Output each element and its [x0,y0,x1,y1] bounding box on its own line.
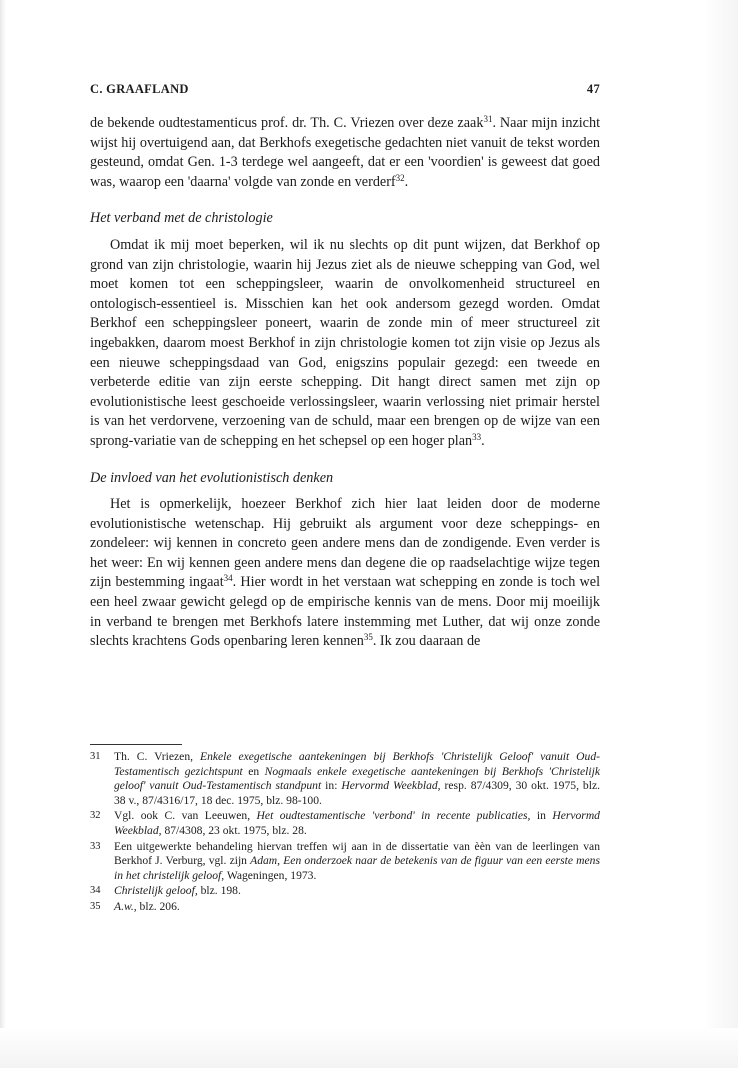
footnote-text [114,750,600,808]
paragraph-text: . Hier wordt in het verstaan wat schepping en zonde is toch wel een heel zwaar gewicht gelegd op de empirische kennis van de mens. Door mij moeilijk in verband te brengen met Berkhofs latere instemming met Luther, dat wij onze zonde slechts krachtens Gods openbaring leren kennen [90,574,601,650]
paragraph-text: Omdat ik mij moet beperken, wil ik nu slechts op dit punt wijzen, dat Berkhof op grond van zijn christologie, waarin hij Jezus ziet als de nieuwe schepping van God, wel moet komen tot een scheppingsleer, waarin de onvolkomenheid structureel en ontologisch-essentieel is. Misschien kan het ook andersom gezegd worden. Omdat Berkhof een scheppingsleer poneert, waarin de zonde min of meer structureel zit ingebakken, daarom moest Berkhof in zijn christologie komen tot zijn visie op Jezus als een nieuwe scheppingsdaad van God, enigszins populair gezegd: een tweede en verbeterde editie van zijn eerste schepping. Dit hangt direct samen met zijn op evolutionistische leest geschoeide verlossingsleer, waarin verlossing niet primair herstel is van het verdorvene, verzoening van de schuld, maar een brengen op de wijze van een sprong-variatie van de schepping en het schepsel op een hoger plan [90,236,600,449]
footnote-part: blz. 206. [136,899,180,913]
footnote-title: Hervormd Weekblad, [114,809,600,837]
footnote-title: Enkele exegetische aantekeningen bij Berkhofs 'Christelijk Geloof' vanuit Oud-Testamentisch gezichtspunt [114,750,600,778]
footnote-ref-32[interactable]: 32 [395,172,405,183]
page-edge-bottom [0,1028,738,1068]
page-number: 47 [586,82,600,96]
footnote-number: 32 [90,810,101,822]
page-edge-right [704,0,738,1068]
footnote-text [114,840,600,884]
footnote-part: en [242,764,265,778]
paragraph-end: . Ik zou daaraan de [372,633,481,650]
footnote-number: 31 [90,751,101,762]
footnote-text [114,900,600,915]
footnote-part: in [530,809,553,823]
footnote-rule [90,744,182,745]
footnote-part: Wageningen, 1973. [224,868,317,882]
footnote-number: 34 [90,885,101,897]
footnote-35 [90,900,600,915]
paragraph-3 [90,495,600,652]
footnote-33 [90,840,600,884]
footnote-text [114,809,600,838]
section-heading-christologie: Het verband met de christologie [90,210,273,227]
footnote-part: Vgl. ook C. van Leeuwen, [114,809,257,823]
paragraph-2 [90,236,600,452]
footnote-part: 87/4308, 23 okt. 1975, blz. 28. [161,823,307,837]
section-heading-evolutionistisch: De invloed van het evolutionistisch denken [90,469,334,486]
footnote-title: Het oudtestamentische 'verbond' in recente publicaties, [256,809,531,823]
paragraph-end: . [404,173,409,190]
footnote-31 [90,750,600,808]
footnote-title: Adam, Een onderzoek naar de betekenis van de figuur van een eerste mens in het christelijk geloof, [114,854,600,882]
footnote-part: Th. C. Vriezen, [114,750,200,763]
body-text [90,114,600,652]
footnote-number: 33 [90,840,101,852]
footnote-title: Nogmaals enkele exegetische aantekeningen bij Berkhofs 'Christelijk geloof' vanuit Oud-Testamentisch standpunt [114,764,600,793]
page-edge-left [0,0,6,1068]
footnote-ref-33[interactable]: 33 [472,431,482,442]
footnote-ref-31[interactable]: 31 [483,114,493,124]
footnote-part: Een uitgewerkte behandeling hiervan treffen wij aan in de dissertatie van èèn van de leerlingen van Berkhof J. Verburg, vgl. zijn [114,839,600,868]
footnote-part: resp. 87/4309, 30 okt. 1975, blz. 38 v., 87/4316/17, 18 dec. 1975, blz. 98-100. [114,779,600,807]
footnotes [90,744,600,916]
paragraph-text: de bekende oudtestamenticus prof. dr. Th. C. Vriezen over deze zaak [90,115,484,131]
footnote-part: blz. 198. [197,884,241,898]
footnote-ref-35[interactable]: 35 [363,632,373,643]
footnote-ref-34[interactable]: 34 [223,573,233,584]
footnote-34 [90,884,600,899]
footnote-32 [90,809,600,838]
page-body [90,82,600,652]
footnote-part: in: [321,779,342,793]
paragraph-text: . Naar mijn inzicht wijst hij overtuigend aan, dat Berkhofs exegetische gedachten niet vanuit de tekst worden gesteund, omdat Gen. 1-3 terdege wel aangeeft, dat er een 'voordien' is geweest dat goed was, waarop een 'daarna' volgde van zonde en verderf [90,115,601,190]
footnote-title: Christelijk geloof, [114,884,198,898]
footnote-title: A.w., [114,899,137,913]
paragraph-1 [90,114,600,192]
running-head-author: C. GRAAFLAND [90,82,189,96]
paragraph-end: . [481,432,485,449]
footnote-title: Hervormd Weekblad, [341,779,441,793]
footnote-number: 35 [90,900,101,912]
running-head [90,82,600,97]
footnote-text [114,884,600,899]
paragraph-text: Het is opmerkelijk, hoezeer Berkhof zich hier laat leiden door de moderne evolutionistische wetenschap. Hij gebruikt als argument voor deze scheppings- en zondeleer: wij kennen in concreto geen andere mens dan de zondigende. Even verder is het weer: En wij kennen geen andere mens dan degene die op raadselachtige wijze tegen zijn bestemming ingaat [90,496,600,591]
